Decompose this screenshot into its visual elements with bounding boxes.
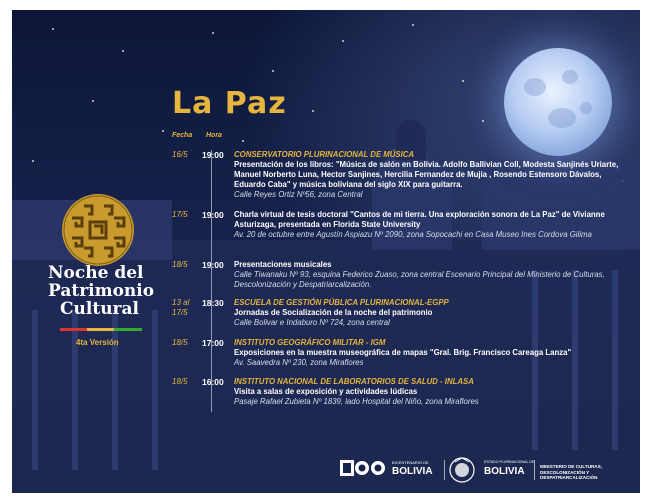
event-time: 18:30	[202, 298, 224, 308]
event-description: Presentaciones musicales	[234, 260, 332, 269]
event-row	[172, 150, 632, 206]
logo-line-1: Noche del	[48, 263, 144, 283]
ministry-name: MINISTERIO DE CULTURAS, DESCOLONIZACIÓN Y DESPATRIARCALIZACIÓN	[540, 464, 602, 480]
event-description: Exposiciones en la muestra museográfica de mapas "Gral. Brig. Francisco Careaga Lanza"	[234, 348, 572, 357]
event-location: Av. 20 de octubre entre Agustín Aspiazu Nº 2090, zona Sopocachi en Casa Museo Ines Cordova Gilima	[234, 230, 592, 239]
event-row	[172, 338, 632, 372]
event-venue: CONSERVATORIO PLURINACIONAL DE MÚSICA	[234, 150, 415, 159]
poster	[12, 10, 640, 493]
event-details	[234, 150, 630, 200]
event-row	[172, 298, 632, 338]
flag-colorbar	[60, 328, 142, 331]
logo-line-2: Patrimonio	[48, 281, 155, 301]
event-details	[234, 377, 630, 407]
logo-wordmark	[48, 264, 168, 318]
event-date: 18/5	[172, 260, 188, 269]
bicentenario-logo-icon	[340, 458, 386, 478]
event-details	[234, 260, 630, 290]
event-location: Av. Saavedra Nº 230, zona Miraflores	[234, 358, 364, 367]
event-venue: ESCUELA DE GESTIÓN PÚBLICA PLURINACIONAL-EGPP	[234, 298, 449, 307]
event-details	[234, 298, 630, 328]
estado-caption: ESTADO PLURINACIONAL DE	[484, 460, 535, 464]
date-column-header: Fecha	[172, 132, 193, 139]
event-date: 13 al 17/5	[172, 298, 190, 317]
event-row	[172, 377, 632, 411]
event-location: Calle Reyes Ortiz Nº56, zona Central	[234, 190, 363, 199]
time-column-header: Hora	[206, 132, 222, 139]
event-date: 18/5	[172, 338, 188, 347]
event-location: Calle Tiwanaku Nº 93, esquina Federico Zuaso, zona central Escenario Principal del Ministerio de Culturas, Descolonización y Despatriarcalización.	[234, 270, 605, 289]
event-location: Calle Bolivar e Indaburo Nº 724, zona central	[234, 318, 390, 327]
page-title: La Paz	[172, 86, 287, 121]
patrimonio-logo-icon	[58, 190, 138, 270]
event-time: 17:00	[202, 338, 224, 348]
event-date: 17/5	[172, 210, 188, 219]
event-date: 16/5	[172, 150, 188, 159]
event-location: Pasaje Rafael Zubieta Nº 1839, lado Hospital del Niño, zona Miraflores	[234, 397, 479, 406]
event-description: Visita a salas de exposición y actividades lúdicas	[234, 387, 418, 396]
event-description: Charla virtual de tesis doctoral "Cantos de mi tierra. Una exploración sonora de La Paz" de Vivianne Asturizaga, presentada en Florida State University	[234, 210, 605, 229]
version-label: 4ta Versión	[76, 338, 119, 347]
moon-illustration	[504, 48, 612, 156]
event-venue: INSTITUTO NACIONAL DE LABORATORIOS DE SALUD - INLASA	[234, 377, 474, 386]
event-details	[234, 338, 630, 368]
event-date: 18/5	[172, 377, 188, 386]
event-details	[234, 210, 630, 240]
event-row	[172, 260, 632, 300]
bolivia-coat-of-arms-icon	[448, 456, 476, 484]
event-description: Presentación de los libros: "Música de salón en Bolivia. Adolfo Ballivian Coll, Modesta Sanjinés Uriarte, Manuel Norberto Luna, Hector Sanjines, Hercilia Fernandez de Mujía , Rosendo Estensoro Dávalos, Eduardo Caba" y música boliviana del siglo XIX para guitarra.	[234, 160, 619, 189]
event-time: 19:00	[202, 150, 224, 160]
logo-line-3: Cultural	[60, 299, 139, 319]
event-row	[172, 210, 632, 260]
bicentenario-caption: BICENTENARIO DE	[392, 460, 429, 465]
event-venue: INSTITUTO GEOGRÁFICO MILITAR - IGM	[234, 338, 386, 347]
bicentenario-wordmark: BOLIVIA	[392, 466, 433, 477]
footer-separator	[534, 460, 535, 480]
event-time: 19:00	[202, 210, 224, 220]
footer-separator	[444, 460, 445, 480]
estado-wordmark: BOLIVIA	[484, 466, 525, 477]
event-description: Jornadas de Socialización de la noche del patrimonio	[234, 308, 433, 317]
event-time: 19:00	[202, 260, 224, 270]
event-time: 16:00	[202, 377, 224, 387]
